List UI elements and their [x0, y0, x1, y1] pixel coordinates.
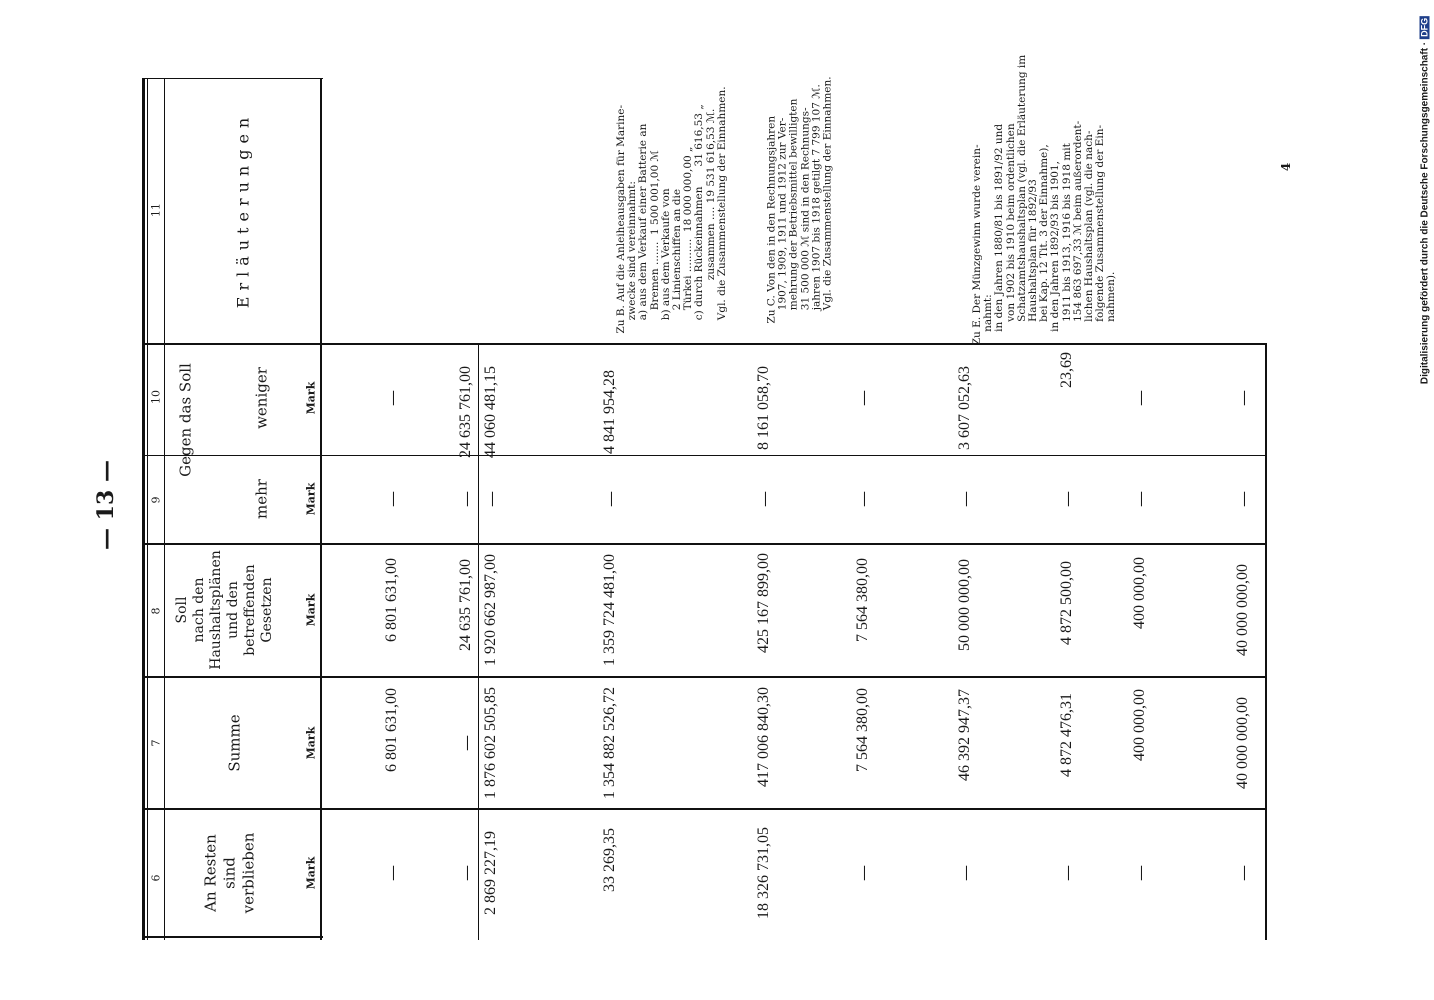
colnum-11: 11	[149, 203, 163, 217]
erl-left-border	[145, 78, 323, 79]
col-sep-6-7	[145, 808, 1267, 810]
table-cell: 1 920 662 987,00	[482, 554, 499, 666]
table-bottom-rule	[1265, 343, 1267, 940]
page-number	[93, 460, 119, 550]
table-cell: 46 392 947,37	[956, 689, 973, 781]
table-top-border	[142, 78, 145, 940]
table-cell: —	[1233, 865, 1253, 881]
table-cell: 400 000,00	[1131, 689, 1148, 761]
header-col8-title: Soll nach den Haushaltsplänen und den betreffenden Gesetzen	[174, 550, 275, 670]
table-cell: 40 000 000,00	[1234, 564, 1251, 656]
table-cell: —	[456, 491, 476, 507]
note-b: Zu B. Auf die Anleiheausgaben für Marine- zwecke sind vereinnahmt: a) aus dem Verkauf einer Batterie an Bremen ....... 1 500 001,00 ℳ b) aus dem Verkaufe von 2 Linienschiffen an die Türkei .......... 18 000 000,00 „ c) durch Rückeinnahmen 31 616,53 „ zusammen .... 19 531 616,53 ℳ. Vgl. die Zusammenstellung der Einnahmen.	[614, 86, 728, 334]
table-cell: —	[1057, 865, 1077, 881]
col-sep-8-9	[145, 543, 1267, 545]
table-cell: 50 000 000,00	[956, 559, 973, 651]
table-cell: —	[481, 491, 501, 507]
table-cell: —	[382, 491, 402, 507]
watermark-text: Digitalisierung gefördert durch die Deutsche Forschungsgemeinschaft ·	[1419, 41, 1431, 385]
table-cell: 1 359 724 481,00	[601, 554, 618, 666]
table-cell: 417 006 840,30	[755, 687, 772, 787]
table-cell: —	[754, 491, 774, 507]
table-cell: —	[955, 865, 975, 881]
table-cell: 18 326 731,05	[755, 827, 772, 919]
subtotal-rule	[478, 343, 479, 940]
note-e: Zu E. Der Münzgewinn wurde verein- nahmt: in den Jahren 1880/81 bis 1891/92 und von 1902 bis 1910 beim ordentlichen Schatzamtshaushaltsplan (vgl. die Erläuterung im Haushaltsplan für 1892/93 bei Kap. 12 Tit. 3 der Einnahme), in den Jahren 1892/93 bis 1901, 1911 bis 1913, 1916 bis 1918 mit 154 863 697,33 ℳ beim außerordent- lichen Haushaltsplan (vgl. die nach- folgende Zusammenstellung der Ein- nahmen).	[971, 54, 1118, 346]
table-cell: 1 354 882 526,72	[601, 687, 618, 799]
table-cell: —	[1057, 491, 1077, 507]
table-cell: —	[853, 390, 873, 406]
header-col6-title: An Resten sind verblieben	[201, 832, 258, 914]
table-cell: 33 269,35	[601, 828, 618, 892]
col-sep-group	[230, 455, 231, 456]
table-cell: 7 564 380,00	[854, 558, 871, 642]
table-cell: —	[1233, 390, 1253, 406]
header-col11-title: Erläuterungen	[233, 111, 253, 309]
header-col7-title: Summe	[225, 714, 244, 772]
table-cell: —	[955, 491, 975, 507]
table-cell: —	[1130, 390, 1150, 406]
table-cell: 6 801 631,00	[383, 688, 400, 772]
corner-marker: 4	[1279, 162, 1293, 172]
colnum-8: 8	[149, 607, 163, 615]
colnum-10: 10	[149, 390, 163, 404]
table-cell: 24 635 761,00	[457, 559, 474, 651]
page-number-dash-right: —	[93, 460, 119, 490]
page-number-dash-left: —	[93, 520, 119, 550]
table-cell: 2 869 227,19	[482, 831, 499, 915]
table-cell: 4 872 476,31	[1058, 693, 1075, 777]
colnum-6: 6	[149, 874, 163, 882]
dfg-logo-icon: DFG	[1419, 17, 1430, 37]
table-cell: —	[456, 735, 476, 751]
table-left-border	[145, 936, 323, 938]
table-cell: —	[853, 491, 873, 507]
table-cell: 400 000,00	[1131, 557, 1148, 629]
table-cell: 1 876 602 505,85	[482, 687, 499, 799]
page-number-value: 13	[93, 489, 119, 521]
table-cell: 4 841 954,28	[601, 370, 618, 454]
unit-col6: Mark	[304, 856, 318, 890]
table-top-border-inner	[147, 78, 148, 940]
table-cell: —	[1233, 491, 1253, 507]
col-sep-7-8	[145, 676, 1267, 678]
digitization-watermark	[1420, 16, 1431, 384]
table-cell: 3 607 052,63	[956, 366, 973, 450]
colnum-7: 7	[149, 739, 163, 747]
colnum-9: 9	[149, 496, 163, 504]
header-bottom-border	[320, 78, 322, 940]
table-cell: 24 635 761,00	[457, 366, 474, 458]
unit-col8: Mark	[304, 593, 318, 627]
column-number-border	[164, 78, 165, 940]
table-cell: —	[1130, 491, 1150, 507]
note-c: Zu C. Von den in den Rechnungsjahren 1907, 1909, 1911 und 1912 zur Ver- mehrung der Betriebsmittel bewilligten 31 500 000 ℳ sind in den Rechnungs- jahren 1907 bis 1918 getilgt 7 799 107 ℳ. Vgl. die Zusammenstellung der Einnahmen.	[765, 76, 834, 324]
unit-col10: Mark	[304, 381, 318, 415]
table-cell: —	[382, 390, 402, 406]
table-cell: 425 167 899,00	[755, 553, 772, 653]
table-cell: 4 872 500,00	[1058, 561, 1075, 645]
table-cell: —	[600, 491, 620, 507]
table-cell: —	[456, 865, 476, 881]
table-cell: 23,69	[1058, 352, 1075, 388]
table-cell: 8 161 058,70	[755, 366, 772, 450]
header-col10-title: weniger	[252, 367, 271, 429]
table-cell: 6 801 631,00	[383, 558, 400, 642]
table-cell: 7 564 380,00	[854, 688, 871, 772]
unit-col9: Mark	[304, 482, 318, 516]
header-col9-title: mehr	[252, 479, 271, 519]
table-cell: 44 060 481,15	[482, 366, 499, 458]
header-group-title: Gegen das Soll	[176, 363, 195, 477]
table-cell: —	[853, 865, 873, 881]
table-cell: 40 000 000,00	[1234, 697, 1251, 789]
table-cell: —	[382, 865, 402, 881]
table-cell: —	[1130, 865, 1150, 881]
col-sep-9-10	[145, 455, 1267, 456]
unit-col7: Mark	[304, 726, 318, 760]
